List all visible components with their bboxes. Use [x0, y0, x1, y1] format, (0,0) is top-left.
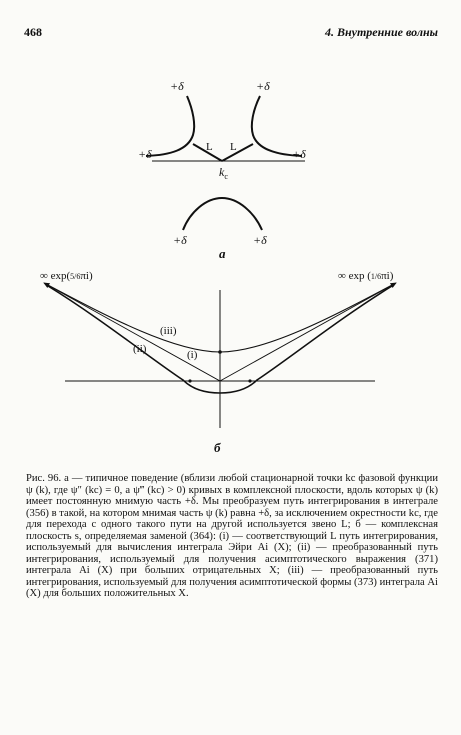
label-top-right-delta: +δ — [256, 79, 270, 93]
label-curve-ii: (ii) — [133, 343, 147, 355]
left-curve-a — [146, 96, 194, 156]
label-arch-left-delta: +δ — [173, 233, 187, 247]
label-segment-l-left: L — [206, 141, 213, 153]
point-iii — [218, 350, 222, 354]
label-side-right-delta: +δ — [292, 147, 306, 161]
label-curve-iii: (iii) — [160, 325, 177, 337]
caption-label: Рис. 96. — [26, 473, 62, 484]
label-side-left-delta: +δ — [138, 147, 152, 161]
point-ii-left — [188, 379, 191, 382]
label-right-asymptote: ∞ exp (1/6πi) — [338, 270, 394, 282]
running-head: 4. Внутренние волны — [324, 25, 438, 39]
panel-a — [138, 79, 306, 261]
curve-i-left — [150, 342, 220, 381]
segment-l-right — [222, 144, 253, 161]
label-segment-l-right: L — [230, 141, 237, 153]
panel-label-a: а — [219, 246, 226, 261]
label-left-asymptote: ∞ exp(5/6πi) — [40, 270, 93, 282]
panel-label-b: б — [214, 440, 221, 455]
arch-curve-a — [183, 198, 262, 230]
asymptote-right — [220, 283, 396, 381]
label-curve-i: (i) — [187, 349, 198, 361]
label-top-left-delta: +δ — [170, 79, 184, 93]
label-arch-right-delta: +δ — [253, 233, 267, 247]
page-number: 468 — [24, 25, 42, 39]
point-ii-right — [248, 379, 251, 382]
label-kc: $k_c$ — [219, 165, 228, 181]
caption-text: а — типичное поведение (вблизи любой стационарной точки kc фазовой функции ψ (k), где ψ″ (kc) = 0, а ψ‴ (kc) > 0) кривых в комплексной плоскости, вдоль которых ψ (k) имеет постоянную мнимую часть +δ. Мы преобразуем путь интегрирования в интеграле (356) в такой, на котором мнимая часть ψ (k) равна +δ, за исключением окрестности kc, где для перехода с одного такого пути на другой используется звено L; б — комплексная плоскость s, определяемая заменой (364): (i) — соответствующий L путь интегрирования, используемый для вычисления интеграла Эйри Ai (X); (ii) — преобразованный путь интегрирования, используемый для получения асимптотического выражения (371) интеграла Ai (X) при больших отрицательных X; (iii) — преобразованный путь интегрирования, используемый для получения асимптотической формы (373) интеграла Ai (X) для больших положительных X. — [26, 473, 438, 599]
panel-b — [40, 270, 396, 455]
figure-caption — [26, 473, 438, 600]
